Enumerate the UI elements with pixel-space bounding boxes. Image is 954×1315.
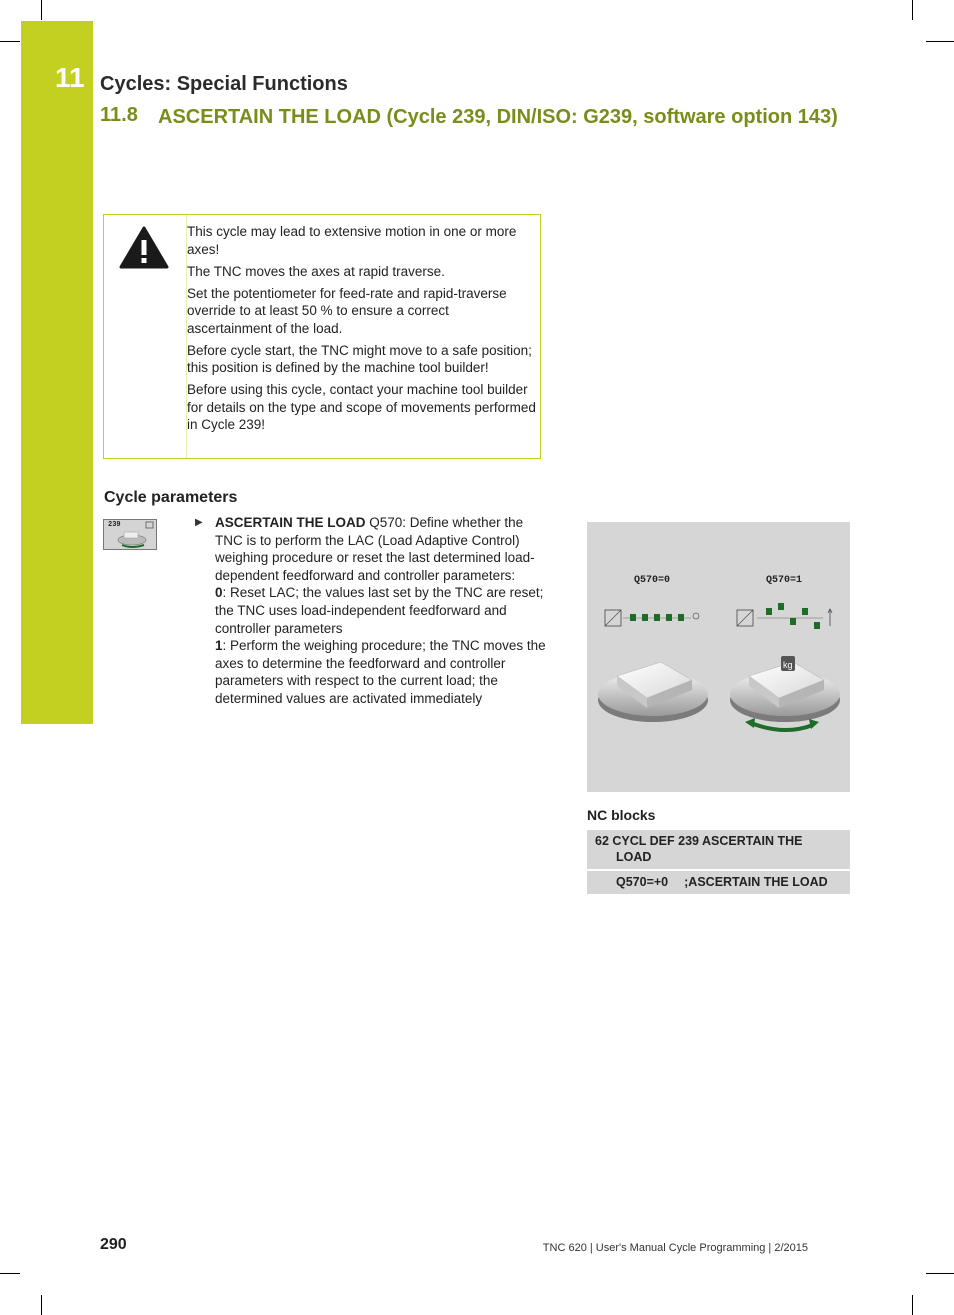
warning-triangle-icon xyxy=(119,225,169,269)
crop-mark xyxy=(926,41,954,42)
cycle-parameters-heading: Cycle parameters xyxy=(104,489,238,506)
warning-paragraph: Set the potentiometer for feed-rate and rapid-traverse override to at least 50 % to ensure a correct ascertainment of the load. xyxy=(187,285,507,336)
option-1-text: : Perform the weighing procedure; the TNC moves the axes to determine the feedforward and controller parameters with respect to the current load; the determined values are activated immediately xyxy=(215,638,546,706)
label-q570-1: Q570=1 xyxy=(766,575,803,586)
crop-mark xyxy=(41,1295,42,1315)
bullet-arrow-icon: ▶ xyxy=(195,517,203,528)
warning-paragraph: This cycle may lead to extensive motion in one or more axes! xyxy=(187,224,517,257)
footer-text: TNC 620 | User's Manual Cycle Programming | 2/2015 xyxy=(542,1242,808,1254)
weight-label: kg xyxy=(783,660,793,670)
figure-illustration xyxy=(587,522,850,792)
nc-comment: ;ASCERTAIN THE LOAD xyxy=(684,875,828,889)
parameter-text xyxy=(215,514,547,708)
rotary-table-left xyxy=(598,662,708,722)
option-1-key: 1 xyxy=(215,638,223,654)
cycle-239-softkey[interactable] xyxy=(103,519,157,550)
nc-blocks-heading: NC blocks xyxy=(587,807,656,823)
crop-mark xyxy=(912,0,913,20)
label-q570-0: Q570=0 xyxy=(634,575,671,586)
chapter-title: Cycles: Special Functions xyxy=(100,73,348,95)
warning-paragraph: Before cycle start, the TNC might move to a safe position; this position is defined by the machine tool builder! xyxy=(187,342,532,375)
parameter-description xyxy=(195,514,547,708)
warning-paragraph: The TNC moves the axes at rapid traverse. xyxy=(187,263,445,279)
rotation-arrow-icon xyxy=(751,723,813,730)
parameter-name: ASCERTAIN THE LOAD xyxy=(215,515,366,530)
nc-block-row xyxy=(587,869,850,894)
rotary-table-right xyxy=(730,656,840,730)
chapter-sidebar xyxy=(21,21,93,724)
option-0-key: 0 xyxy=(215,585,223,601)
softkey-label: 239 xyxy=(108,521,121,529)
load-ascertain-figure xyxy=(587,522,850,792)
page-number: 290 xyxy=(100,1236,127,1253)
signal-diagram-left xyxy=(605,610,699,626)
section-title: ASCERTAIN THE LOAD (Cycle 239, DIN/ISO: G239, software option 143) xyxy=(158,106,838,128)
crop-mark xyxy=(0,41,20,42)
crop-mark xyxy=(926,1273,954,1274)
nc-line: LOAD xyxy=(616,850,652,864)
nc-block-row xyxy=(587,830,850,869)
crop-mark xyxy=(912,1295,913,1315)
parameter-intro: Q570: Define whether the TNC is to perform the LAC (Load Adaptive Control) weighing procedure or reset the last determined load-dependent feedforward and controller parameters: xyxy=(215,515,535,583)
nc-line: 62 CYCL DEF 239 ASCERTAIN THE xyxy=(595,834,803,848)
option-0-text: : Reset LAC; the values last set by the TNC are reset; the TNC uses load-independent feedforward and controller parameters xyxy=(215,585,544,636)
crop-mark xyxy=(41,0,42,20)
warning-box xyxy=(103,214,541,459)
chapter-number: 11 xyxy=(55,62,85,93)
signal-diagram-right xyxy=(737,603,832,629)
warning-paragraph: Before using this cycle, contact your machine tool builder for details on the type and scope of movements performed in Cycle 239! xyxy=(187,382,536,432)
section-number: 11.8 xyxy=(100,104,138,126)
crop-mark xyxy=(0,1273,20,1274)
warning-text xyxy=(187,223,537,438)
nc-code: Q570=+0 xyxy=(616,875,669,889)
softkey-graphic-icon xyxy=(104,520,156,549)
nc-blocks-table xyxy=(587,830,850,894)
